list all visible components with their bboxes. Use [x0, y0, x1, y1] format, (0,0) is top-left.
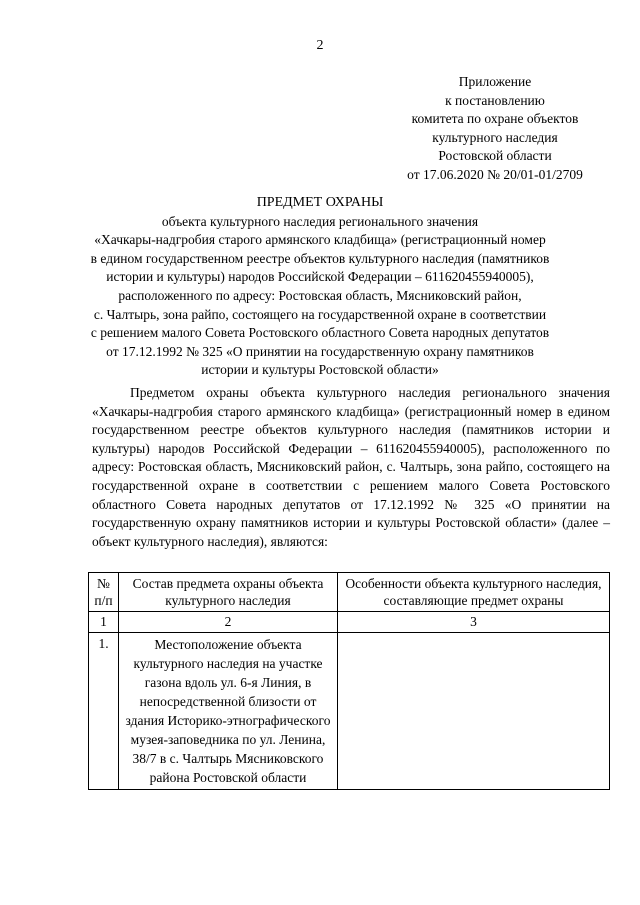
title-line: объекта культурного наследия регионального значения — [161, 213, 479, 229]
appendix-line: культурного наследия — [432, 129, 558, 145]
table-header-features: Особенности объекта культурного наследия, составляющие предмет охраны — [338, 573, 610, 612]
appendix-line: Ростовской области — [438, 148, 552, 163]
column-number: 1 — [89, 612, 119, 633]
table-header-number: № п/п — [89, 573, 119, 612]
document-title-block — [80, 194, 560, 380]
body-paragraph: Предметом охраны объекта культурного наследия регионального значения «Хачкары-надгробия старого армянского кладбища» (регистрационный номер в едином государственном реестре объектов культурного наследия (памятников истории и культуры) народов Российской Федерации – 611620455940005), расположенного по адресу: Ростовская область, Мясниковский район, с. Чалтырь, зона райпо, состоящего на государственной охране в соответствии с решением малого Совета Ростовского областного Совета народных депутатов от 17.12.1992 № 325 «О принятии на государственную охрану памятников истории и культуры Ростовской области» (далее – объект культурного наследия), являются: — [92, 385, 610, 549]
row-subject: Местоположение объекта культурного наследия на участке газона вдоль ул. 6-я Линия, в непосредственной близости от здания Историко-этнографического музея-заповедника по ул. Ленина, 38/7 в с. Чалтырь Мясниковского района Ростовской области — [119, 633, 338, 790]
title-line: от 17.12.1992 № 325 «О принятии на государственную охрану памятников — [106, 343, 534, 359]
page-number: 2 — [316, 38, 324, 53]
protection-subject-table — [88, 572, 610, 790]
table-header-row — [89, 573, 610, 612]
appendix-line: от 17.06.2020 № 20/01-01/2709 — [407, 166, 583, 182]
title-line: истории и культуры Ростовской области» — [201, 362, 439, 378]
title-line: в едином государственном реестре объектов культурного наследия (памятников — [90, 250, 550, 266]
title-line: расположенного по адресу: Ростовская область, Мясниковский район, — [118, 287, 522, 303]
title-line: с решением малого Совета Ростовского областного Совета народных депутатов — [90, 325, 550, 341]
document-title: ПРЕДМЕТ ОХРАНЫ — [256, 195, 384, 210]
title-line: с. Чалтырь, зона райпо, состоящего на государственной охране в соответствии — [93, 306, 547, 322]
title-line: «Хачкары-надгробия старого армянского кладбища» (регистрационный номер — [94, 232, 546, 248]
column-number: 3 — [338, 612, 610, 633]
appendix-line: к постановлению — [445, 92, 545, 108]
appendix-line: Приложение — [458, 74, 532, 89]
appendix-block — [380, 73, 610, 184]
table-row — [89, 633, 610, 790]
row-number: 1. — [89, 633, 119, 790]
appendix-line: комитета по охране объектов — [411, 111, 579, 126]
table-header-subject: Состав предмета охраны объекта культурного наследия — [119, 573, 338, 612]
row-features — [338, 633, 610, 790]
title-line: истории и культуры) народов Российской Федерации – 611620455940005), — [106, 269, 534, 285]
table-column-numbers-row — [89, 612, 610, 633]
column-number: 2 — [119, 612, 338, 633]
